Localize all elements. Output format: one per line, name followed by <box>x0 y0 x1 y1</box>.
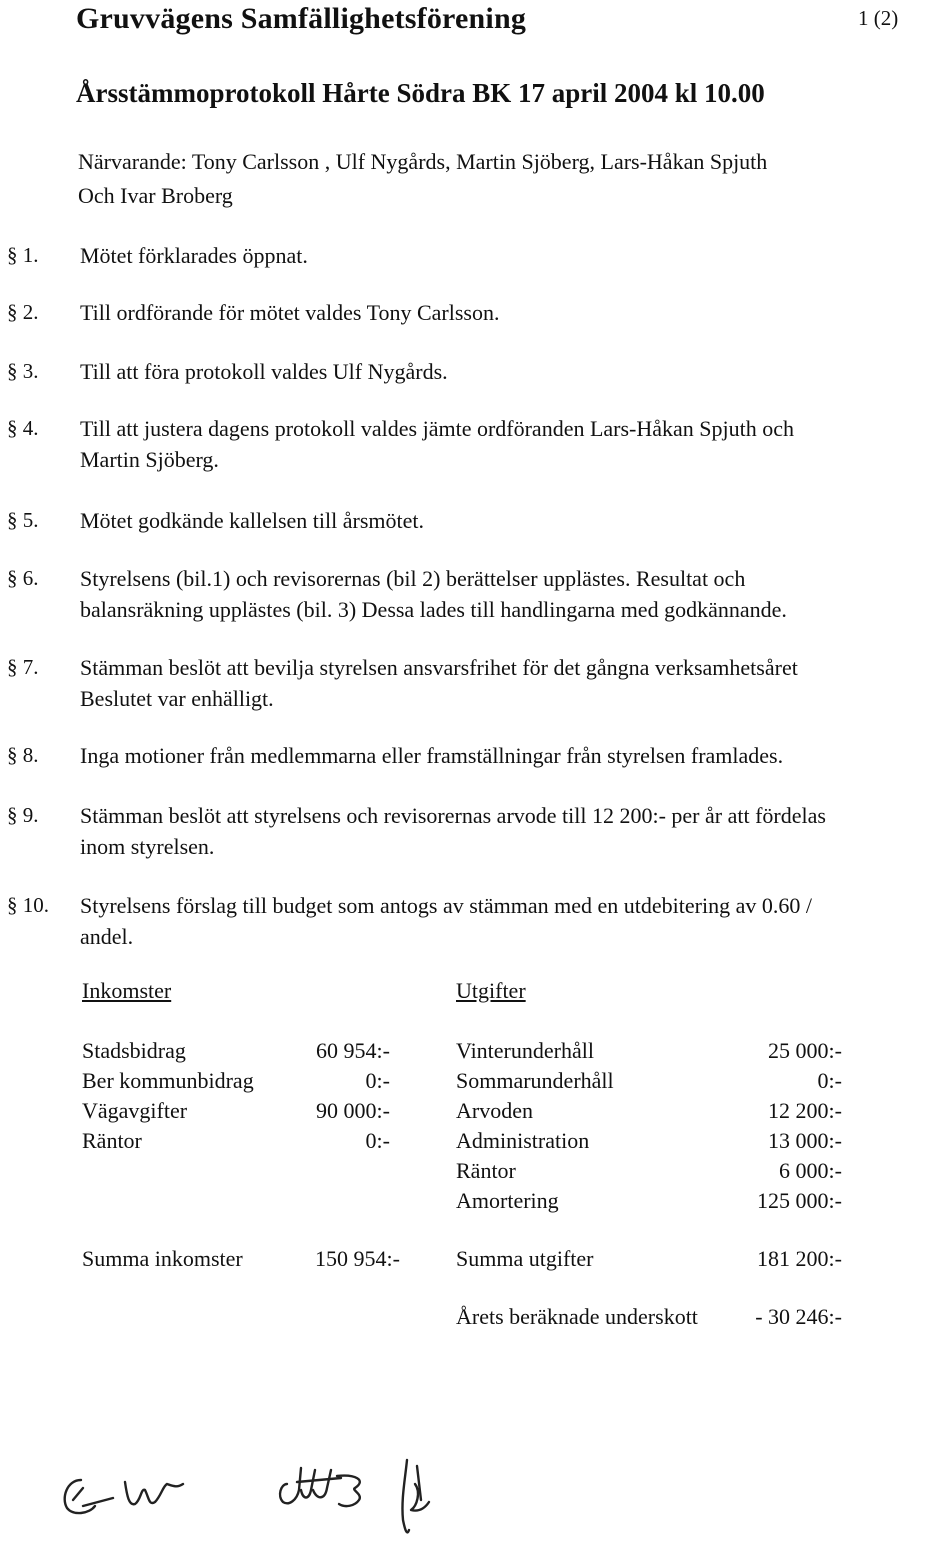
section-text <box>80 505 910 536</box>
income-total-amount: 150 954:- <box>315 1246 400 1271</box>
expense-label: Arvoden <box>456 1098 533 1123</box>
attendees <box>78 145 898 213</box>
expense-amount: 25 000:- <box>768 1038 842 1063</box>
section-text <box>80 356 910 387</box>
section-line: andel. <box>80 924 134 949</box>
section-line: Inga motioner från medlemmarna eller framställningar från styrelsen framlades. <box>80 743 784 768</box>
income-amount: 0:- <box>365 1068 390 1093</box>
income-label: Räntor <box>82 1128 142 1153</box>
section-number: § 2. <box>7 300 39 324</box>
section-text <box>80 800 910 862</box>
section-line: Martin Sjöberg. <box>80 447 219 472</box>
deficit-label: Årets beräknade underskott <box>456 1304 698 1329</box>
section-text <box>80 740 910 771</box>
income-heading: Inkomster <box>82 978 172 1003</box>
signature-1 <box>65 1480 113 1513</box>
attendees-line-2: Och Ivar Broberg <box>78 183 233 208</box>
section-number: § 6. <box>7 566 39 590</box>
section-line: Beslutet var enhälligt. <box>80 686 274 711</box>
attendees-line-1: Närvarande: Tony Carlsson , Ulf Nygårds, Martin Sjöberg, Lars-Håkan Spjuth <box>78 149 768 174</box>
section-number: § 4. <box>7 416 39 440</box>
section-line: Till att justera dagens protokoll valdes jämte ordföranden Lars-Håkan Spjuth och <box>80 416 795 441</box>
expense-label: Sommarunderhåll <box>456 1068 614 1093</box>
income-label: Ber kommunbidrag <box>82 1068 254 1093</box>
expense-total-amount: 181 200:- <box>757 1246 842 1271</box>
income-label: Stadsbidrag <box>82 1038 186 1063</box>
expense-label: Räntor <box>456 1158 516 1183</box>
section-line: Mötet förklarades öppnat. <box>80 243 308 268</box>
section-line: Stämman beslöt att styrelsens och revisorernas arvode till 12 200:- per år att fördelas <box>80 803 826 828</box>
deficit-amount: - 30 246:- <box>755 1304 842 1329</box>
section-number: § 5. <box>7 508 39 532</box>
section-number: § 3. <box>7 359 39 383</box>
section-text <box>80 890 910 952</box>
section-number: § 8. <box>7 743 39 767</box>
section-number: § 7. <box>7 655 39 679</box>
section-text <box>80 652 910 714</box>
section-line: Till ordförande för mötet valdes Tony Carlsson. <box>80 300 500 325</box>
section-line: Mötet godkände kallelsen till årsmötet. <box>80 508 424 533</box>
section-number: § 9. <box>7 803 39 827</box>
section-text <box>80 240 910 271</box>
income-amount: 60 954:- <box>316 1038 390 1063</box>
income-total-label: Summa inkomster <box>82 1246 243 1271</box>
expense-amount: 13 000:- <box>768 1128 842 1153</box>
income-amount: 90 000:- <box>316 1098 390 1123</box>
organization-title: Gruvvägens Samfällighetsförening <box>76 2 527 35</box>
signature-4 <box>402 1460 429 1532</box>
expense-amount: 0:- <box>817 1068 842 1093</box>
expense-amount: 12 200:- <box>768 1098 842 1123</box>
expense-amount: 6 000:- <box>779 1158 842 1183</box>
signature-2 <box>125 1482 183 1504</box>
expense-label: Administration <box>456 1128 590 1153</box>
signature-3 <box>280 1468 360 1506</box>
section-text <box>80 297 910 328</box>
expense-amount: 125 000:- <box>757 1188 842 1213</box>
document-title: Årsstämmoprotokoll Hårte Södra BK 17 april 2004 kl 10.00 <box>76 78 765 108</box>
signatures <box>55 1440 475 1540</box>
section-text <box>80 563 910 625</box>
section-line: Styrelsens (bil.1) och revisorernas (bil 2) berättelser upplästes. Resultat och <box>80 566 746 591</box>
section-number: § 10. <box>7 893 49 917</box>
income-amount: 0:- <box>365 1128 390 1153</box>
page-number: 1 (2) <box>858 6 899 30</box>
section-number: § 1. <box>7 243 39 267</box>
section-line: inom styrelsen. <box>80 834 215 859</box>
expense-total-label: Summa utgifter <box>456 1246 594 1271</box>
section-line: balansräkning upplästes (bil. 3) Dessa lades till handlingarna med godkännande. <box>80 597 787 622</box>
section-line: Till att föra protokoll valdes Ulf Nygårds. <box>80 359 448 384</box>
section-text <box>80 413 910 475</box>
expense-label: Vinterunderhåll <box>456 1038 594 1063</box>
expense-label: Amortering <box>456 1188 559 1213</box>
expense-heading: Utgifter <box>456 978 526 1003</box>
section-line: Styrelsens förslag till budget som antogs av stämman med en utdebitering av 0.60 / <box>80 893 812 918</box>
section-line: Stämman beslöt att bevilja styrelsen ansvarsfrihet för det gångna verksamhetsåret <box>80 655 798 680</box>
income-label: Vägavgifter <box>82 1098 188 1123</box>
